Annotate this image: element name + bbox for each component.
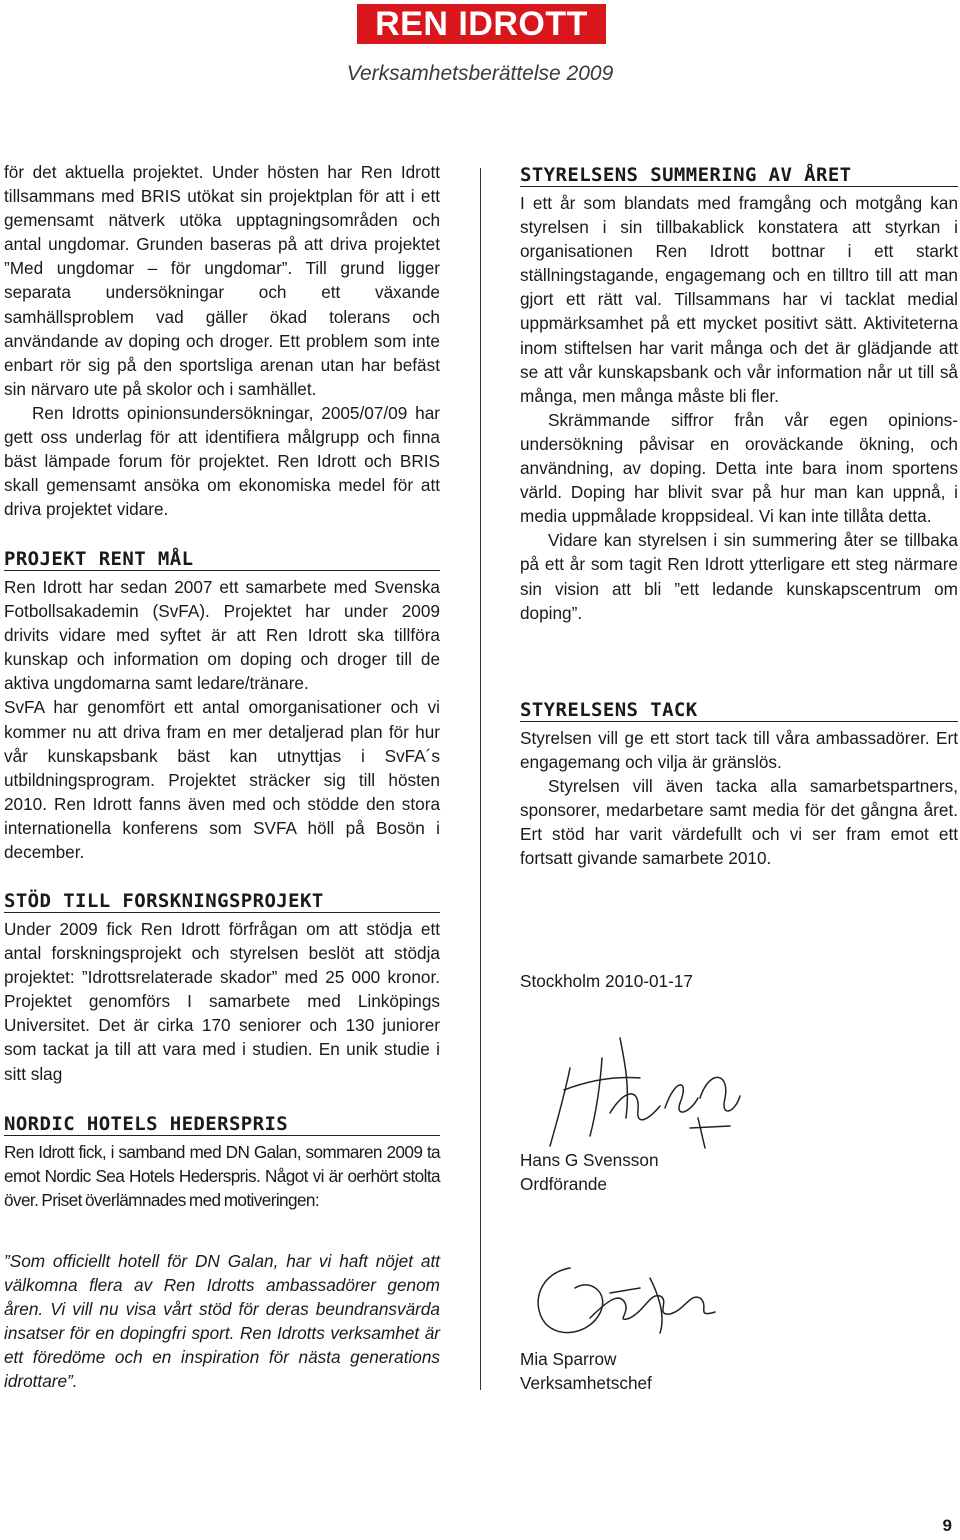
signer-1-title: Ordförande bbox=[520, 1174, 607, 1194]
section-projekt-rent-mal bbox=[4, 548, 440, 864]
stod-paragraph: Under 2009 fick Ren Idrott förfrågan om att stödja ett antal forskningsprojekt och styrelsen beslöt att stödja projektet: ”Idrottsrelaterade skador” med 25 000 kronor. Projektet genomförs I samarbete med Linköpings Universitet. Det är cirka 170 seniorer och 130 juniorer som tackat ja till att vara med i studien. En unik studie i sitt slag bbox=[4, 919, 440, 1084]
award-quote bbox=[4, 1249, 440, 1394]
section-heading-stod: STÖD TILL FORSKNINGSPROJEKT bbox=[4, 890, 440, 913]
column-divider bbox=[480, 168, 481, 1390]
intro-paragraph-2: Ren Idrotts opinionsundersökningar, 2005/07/09 har gett oss underlag för att identifiera målgrupp och finna bäst lämpade forum för projektet. Ren Idrott och BRIS skall gemensamt ansöka om ekonomiska medel för att driva projektet vidare. bbox=[4, 402, 440, 520]
page-number: 9 bbox=[942, 1516, 952, 1535]
award-quote-text: ”Som officiellt hotell för DN Galan, har vi haft nöjet att välkomna flera av Ren Idrotts ambassadörer genom åren. Vi vill nu visa vårt stöd för deras beundransvärda insatser för en dopingfri sport. Ren Idrotts verksamhet är ett föredöme och en inspiration för nästa generations idrottare”. bbox=[4, 1251, 440, 1392]
ren-idrott-logo: REN IDROTT bbox=[357, 4, 606, 44]
intro-section bbox=[4, 160, 440, 521]
section-heading-summering: STYRELSENS SUMMERING AV ÅRET bbox=[520, 164, 958, 187]
section-heading-rent-mal: PROJEKT RENT MÅL bbox=[4, 548, 440, 571]
signer-2 bbox=[520, 1347, 652, 1395]
signer-1-name: Hans G Svensson bbox=[520, 1150, 659, 1170]
summering-paragraph-1: I ett år som blandats med framgång och motgång kan styrelsen i sin tillbakablick konstatera att styrkan i organisationen Ren Idrott bottnar i ett starkt ställningstagande, engagemang och en tilltro till att man gjort ett rätt val. Tillsammans har vi tacklat medial uppmärksamhet på ett mycket positivt sätt. Aktiviteterna inom stiftelsen har varit många och det är glädjande att se att vår kunskapsbank och vår information når ut till så många, men många måste bli fler. bbox=[520, 193, 958, 406]
signer-2-name: Mia Sparrow bbox=[520, 1349, 617, 1369]
section-stod-forskning bbox=[4, 890, 440, 1086]
summering-paragraph-2: Skrämmande siffror från vår egen opinionsundersökning påvisar en oroväckande ökning, och användning, av doping. Detta inte bara inom sportens värld. Doping har blivit svar på hur man kan uppnå, i media uppmålade kroppsideal. Vi kan inte tillåta detta. bbox=[520, 409, 958, 527]
nordic-paragraph: Ren Idrott fick, i samband med DN Galan, sommaren 2009 ta emot Nordic Sea Hotels Hederspris. Något vi är oerhört stolta över. Priset överlämnades med motiveringen: bbox=[4, 1142, 440, 1211]
summering-paragraph-3: Vidare kan styrelsen i sin summering åter se tillbaka på ett år som tagit Ren Idrott ytterligare ett steg närmare sin vision att bli ”ett ledande kunskapscentrum om doping”. bbox=[520, 530, 958, 623]
signature-date: Stockholm 2010-01-17 bbox=[520, 971, 693, 991]
intro-paragraph-1: för det aktuella projektet. Under hösten har Ren Idrott tillsammans med BRIS utökat sin projektplan för att i ett gemensamt nätverk utöka upptagningsområden och antal ungdomar. Grunden baseras på att driva projektet ”Med ungdomar – för ungdomar”. Till grund ligger separata undersökningar och ett växande samhällsproblem vad gäller ökad tolerans och användande av doping och droger. Ett problem som inte enbart rör sig på den sportsliga arenan utan har befäst sin närvaro ute på skolor och i samhället. bbox=[4, 162, 440, 399]
section-tack bbox=[520, 699, 958, 871]
section-heading-tack: STYRELSENS TACK bbox=[520, 699, 958, 722]
signer-1 bbox=[520, 1148, 659, 1196]
signature-hans-svensson bbox=[530, 1018, 770, 1158]
section-heading-nordic: NORDIC HOTELS HEDERSPRIS bbox=[4, 1113, 440, 1136]
signer-2-title: Verksamhetschef bbox=[520, 1373, 652, 1393]
tack-paragraph-2: Styrelsen vill även tacka alla samarbetspartners, sponsorer, medarbetare samt media för det gångna året. Ert stöd har varit värdefullt och vi ser fram emot ett fortsatt givande samarbete 2010. bbox=[520, 776, 958, 869]
report-subtitle: Verksamhetsberättelse 2009 bbox=[346, 62, 614, 85]
section-summering bbox=[520, 164, 958, 625]
rent-paragraph-1: Ren Idrott har sedan 2007 ett samarbete med Svenska Fotbollsakademin (SvFA). Projektet har under 2009 drivits vidare med syftet är att Ren Idrott ska tillföra kunskap och information om doping och droger till de aktiva ungdomarna samt ledare/tränare. bbox=[4, 577, 440, 694]
signature-mia-sparrow bbox=[520, 1248, 740, 1348]
section-nordic-hotels bbox=[4, 1113, 440, 1212]
rent-paragraph-2: SvFA har genomfört ett antal omorganisationer och vi kommer nu att driva fram en mer detaljerad plan för hur vår kunskapsbank bäst kan utnyttjas i SvFA´s utbildningsprogram. Projektet sträcker sig till hösten 2010. Ren Idrott fanns även med och stödde den stora internationella konferens som SVFA höll på Bosön i december. bbox=[4, 697, 440, 863]
tack-paragraph-1: Styrelsen vill ge ett stort tack till våra ambassadörer. Ert engagemang och vilja är gränslös. bbox=[520, 728, 958, 773]
